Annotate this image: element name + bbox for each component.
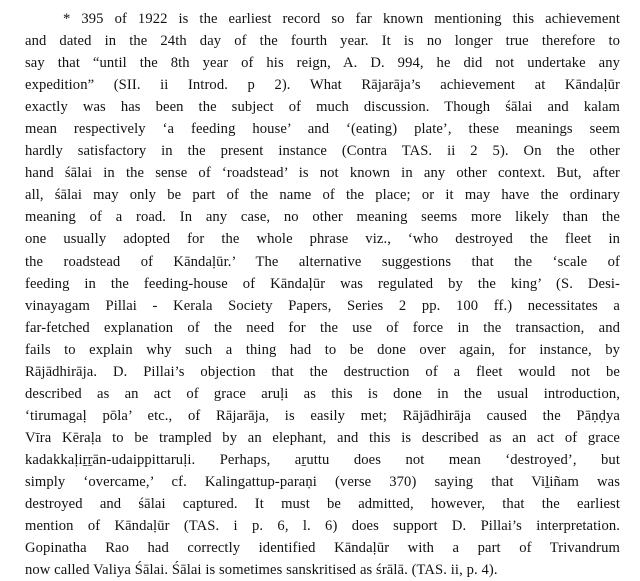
- text-line: Vīra Kēraḷa to be trampled by an elephant, and this is described as an act of grace: [25, 429, 620, 446]
- text-line: all, śālai may only be part of the name of the place; or it may have the ordinary: [25, 187, 620, 204]
- text-line: feeding in the feeding-house of Kāndaḷūr was regulated by the king’ (S. Desi-: [25, 275, 620, 292]
- text-line: the roadstead of Kāndaḷūr.’ The alternative suggestions that the ‘scale of: [25, 253, 620, 270]
- text-line: expedition” (SII. ii Introd. p 2). What Rājarāja’s achievement at Kāndaḷūr: [25, 77, 620, 94]
- text-line: now called Valiya Śālai. Śālai is sometimes sanskritised as śrālā. (TAS. ii, p. 4).: [25, 562, 498, 579]
- text-line: Rājādhirāja. D. Pillai’s objection that the destruction of a fleet would not be: [25, 363, 620, 380]
- text-line: meaning of a road. In any case, no other meaning seems more likely than the: [25, 209, 620, 226]
- footnote-text: [25, 8, 620, 581]
- text-line: Gopinatha Rao had correctly identified Kāndaḷūr with a part of Trivandrum: [25, 540, 620, 557]
- text-line: far-fetched explanation of the need for the use of force in the transaction, and: [25, 319, 620, 336]
- text-line: mention of Kāndaḷūr (TAS. i p. 6, l. 6) does support D. Pillai’s interpretation.: [25, 518, 620, 535]
- text-line: described as an act of grace aruḷi as this is done in the usual introduction,: [25, 385, 620, 402]
- text-line: * 395 of 1922 is the earliest record so far known mentioning this achievement: [63, 11, 620, 27]
- text-line: hardly satisfactory in the present instance (Contra TAS. ii 2 5). On the other: [25, 143, 620, 160]
- text-line: kadakkaḷiṟṟān-udaippittaruḷi. Perhaps, aṟuttu does not mean ‘destroyed’, but: [25, 451, 620, 468]
- text-line: one usually adopted for the whole phrase viz., ‘who destroyed the fleet in: [25, 231, 620, 248]
- text-line: simply ‘overcame,’ cf. Kalingattup-paraṇi (verse 370) saying that Viḻiñam was: [25, 473, 620, 490]
- text-line: fails to explain why such a thing had to be done over again, for instance, by: [25, 341, 620, 358]
- text-line: vinayagam Pillai - Kerala Society Papers, Series 2 pp. 100 ff.) necessitates a: [25, 297, 620, 314]
- text-line: destroyed and śālai captured. It must be admitted, however, that the earliest: [25, 496, 620, 513]
- text-line: mean respectively ‘a feeding house’ and ‘(eating) plate’, these meanings seem: [25, 121, 620, 138]
- text-line: say that “until the 8th year of his reign, A. D. 994, he did not undertake any: [25, 55, 620, 72]
- text-line: hand śālai in the sense of ‘roadstead’ is not known in any other context. But, after: [25, 165, 620, 182]
- text-line: exactly was has been the subject of much discussion. Though śālai and kalam: [25, 99, 620, 116]
- text-line: ‘tirumagaḷ pōla’ etc., of Rājarāja, is easily met; Rājādhirāja caused the Pāṇḍya: [25, 407, 620, 424]
- text-line: and dated in the 24th day of the fourth year. It is no longer true therefore to: [25, 33, 620, 50]
